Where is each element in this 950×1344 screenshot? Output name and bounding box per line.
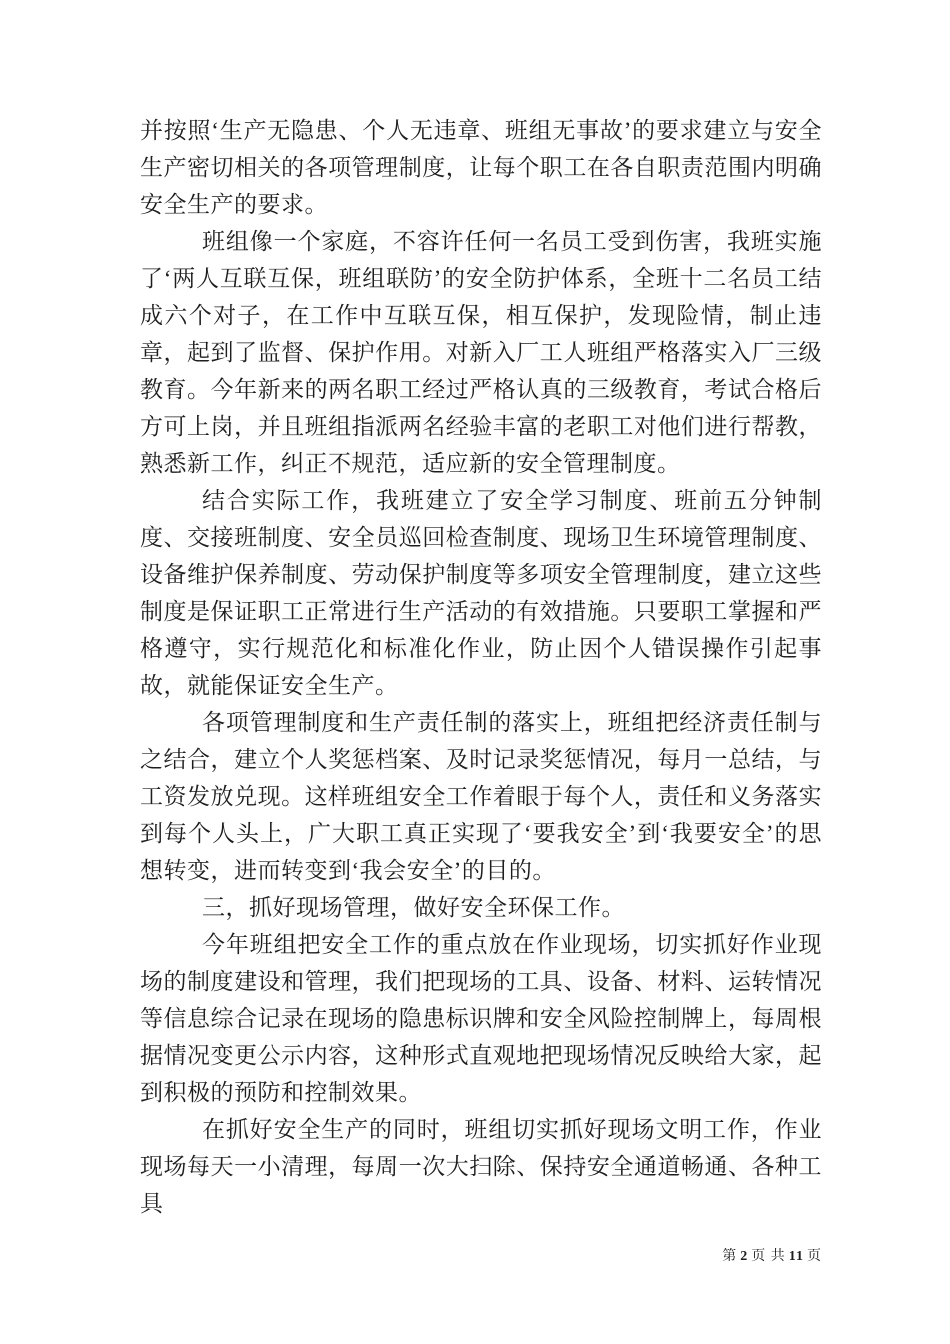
paragraph-6: 今年班组把安全工作的重点放在作业现场，切实抓好作业现场的制度建设和管理，我们把现场的工具、设备、材料、运转情况等信息综合记录在现场的隐患标识牌和安全风险控制牌上，每周根据情况变更公示内容，这种形式直观地把现场情况反映给大家，起到积极的预防和控制效果。 (140, 932, 822, 1105)
page-footer (140, 1248, 822, 1265)
paragraph-5-section-heading: 三，抓好现场管理，做好安全环保工作。 (202, 895, 625, 920)
paragraph-2: 班组像一个家庭，不容许任何一名员工受到伤害，我班实施了‘两人互联互保，班组联防’的安全防护体系，全班十二名员工结成六个对子，在工作中互联互保，相互保护，发现险情，制止违章，起到了监督、保护作用。对新入厂工人班组严格落实入厂三级教育。今年新来的两名职工经过严格认真的三级教育，考试合格后方可上岗，并且班组指派两名经验丰富的老职工对他们进行帮教，熟悉新工作，纠正不规范，适应新的安全管理制度。 (140, 229, 822, 476)
paragraph-7: 在抓好安全生产的同时，班组切实抓好现场文明工作，作业现场每天一小清理，每周一次大扫除、保持安全通道畅通、各种工具 (140, 1117, 822, 1216)
document-body (140, 112, 822, 1222)
footer-page-suffix-label: 页 (807, 1249, 822, 1264)
footer-page-prefix-label: 第 (722, 1249, 738, 1264)
footer-total-page-number: 11 (788, 1249, 804, 1264)
paragraph-1: 并按照‘生产无隐患、个人无违章、班组无事故’的要求建立与安全生产密切相关的各项管理制度，让每个职工在各自职责范围内明确安全生产的要求。 (140, 118, 822, 217)
paragraph-3: 结合实际工作，我班建立了安全学习制度、班前五分钟制度、交接班制度、安全员巡回检查制度、现场卫生环境管理制度、设备维护保养制度、劳动保护制度等多项安全管理制度，建立这些制度是保证职工正常进行生产活动的有效措施。只要职工掌握和严格遵守，实行规范化和标准化作业，防止因个人错误操作引起事故，就能保证安全生产。 (140, 488, 822, 698)
footer-current-page-number: 2 (740, 1249, 749, 1264)
footer-page-middle-label: 页 共 (751, 1249, 786, 1264)
paragraph-4: 各项管理制度和生产责任制的落实上，班组把经济责任制与之结合，建立个人奖惩档案、及时记录奖惩情况，每月一总结，与工资发放兑现。这样班组安全工作着眼于每个人，责任和义务落实到每个人头上，广大职工真正实现了‘要我安全’到‘我要安全’的思想转变，进而转变到‘我会安全’的目的。 (140, 710, 822, 883)
